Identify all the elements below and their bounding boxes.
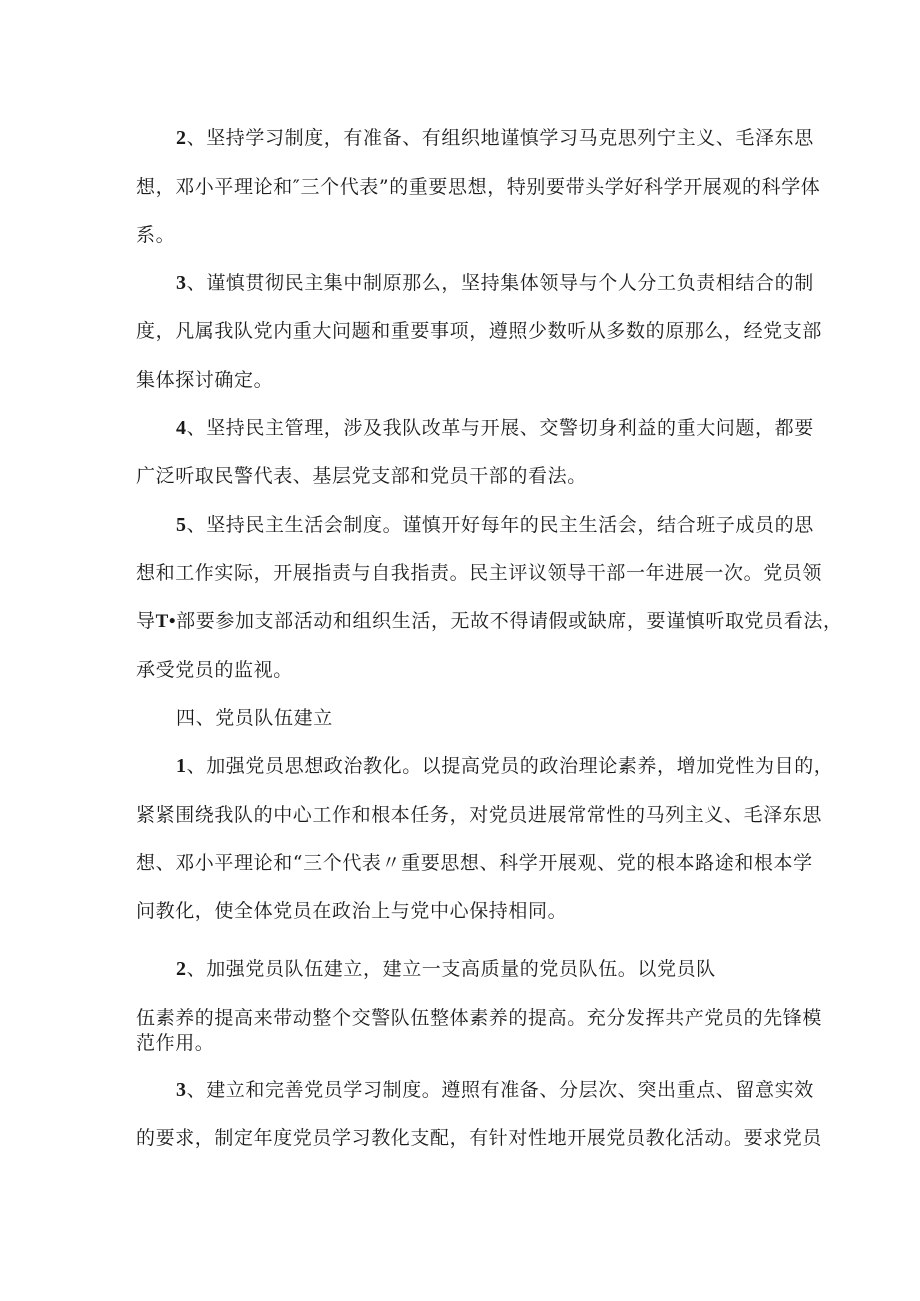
item-1-line-2: 紧紧围绕我队的中心工作和根本任务，对党员进展常常性的马列主义、毛泽东思 [136, 804, 823, 826]
paragraph-text: 、坚持民主管理，涉及我队改革与开展、交警切身利益的重大问题，都要 [186, 417, 814, 439]
paragraph-text: 、谨慎贯彻民主集中制原那么，坚持集体领导与个人分工负责相结合的制 [186, 272, 814, 294]
paragraph-2-line-3: 系。 [136, 224, 176, 246]
paragraph-3-line-1 [176, 270, 814, 296]
item-3-line-2: 的要求，制定年度党员学习教化支配，有针对性地开展党员教化活动。要求党员 [136, 1127, 823, 1149]
item-2-line-3: 范作用。 [136, 1032, 215, 1054]
paragraph-text: 、加强党员队伍建立，建立一支高质量的党员队伍。以党员队 [186, 958, 716, 980]
paragraph-text: 、建立和完善党员学习制度。遵照有准备、分层次、突出重点、留意实效 [186, 1079, 814, 1101]
paragraph-text: 、坚持学习制度，有准备、有组织地谨慎学习马克思列宁主义、毛泽东思 [186, 127, 814, 149]
paragraph-text: 、加强党员思想政治教化。以提高党员的政治理论素养，增加党性为目的， [186, 755, 834, 777]
paragraph-5-line-3 [136, 608, 843, 635]
paragraph-4-line-2: 广泛听取民警代表、基层党支部和党员干部的看法。 [136, 465, 587, 487]
paragraph-number: 2 [176, 127, 187, 149]
item-1-line-4: 问教化，使全体党员在政治上与党中心保持相同。 [136, 900, 568, 922]
paragraph-number: 3 [176, 1079, 187, 1101]
paragraph-number: 5 [176, 514, 187, 536]
paragraph-4-line-1 [176, 415, 814, 441]
item-2-line-1 [176, 956, 796, 982]
paragraph-text: 导 [136, 610, 156, 632]
item-2-line-2: 伍素养的提高来带动整个交警队伍整体素养的提高。充分发挥共产党员的先锋模 [136, 1007, 823, 1029]
item-1-line-1 [176, 753, 834, 779]
item-3-line-1 [176, 1077, 814, 1103]
paragraph-3-line-2: 度，凡属我队党内重大问题和重要事项，遵照少数听从多数的原那么，经党支部 [136, 320, 823, 342]
paragraph-2-line-2: 想，邓小平理论和″三个代表”的重要思想，特别要带头学好科学开展观的科学体 [136, 176, 821, 198]
paragraph-5-line-2: 想和工作实际，开展指责与自我指责。民主评议领导干部一年进展一次。党员领 [136, 562, 823, 584]
paragraph-number: 3 [176, 272, 187, 294]
paragraph-5-line-4: 承受党员的监视。 [136, 659, 293, 681]
ocr-artifact-text: T• [155, 611, 177, 632]
section-heading: 四、党员队伍建立 [176, 707, 333, 729]
paragraph-3-line-3: 集体探讨确定。 [136, 369, 274, 391]
item-1-line-3: 想、邓小平理论和“三个代表〃重要思想、科学开展观、党的根本路途和根本学 [136, 852, 813, 874]
paragraph-number: 1 [176, 755, 187, 777]
paragraph-number: 2 [176, 958, 187, 980]
paragraph-text: 部要参加支部活动和组织生活，无故不得请假或缺席，要谨慎听取党员看法， [176, 610, 843, 632]
paragraph-5-line-1 [176, 512, 814, 538]
paragraph-text: 、坚持民主生活会制度。谨慎开好每年的民主生活会，结合班子成员的思 [186, 514, 814, 536]
paragraph-number: 4 [176, 417, 187, 439]
paragraph-2-line-1 [176, 125, 814, 151]
